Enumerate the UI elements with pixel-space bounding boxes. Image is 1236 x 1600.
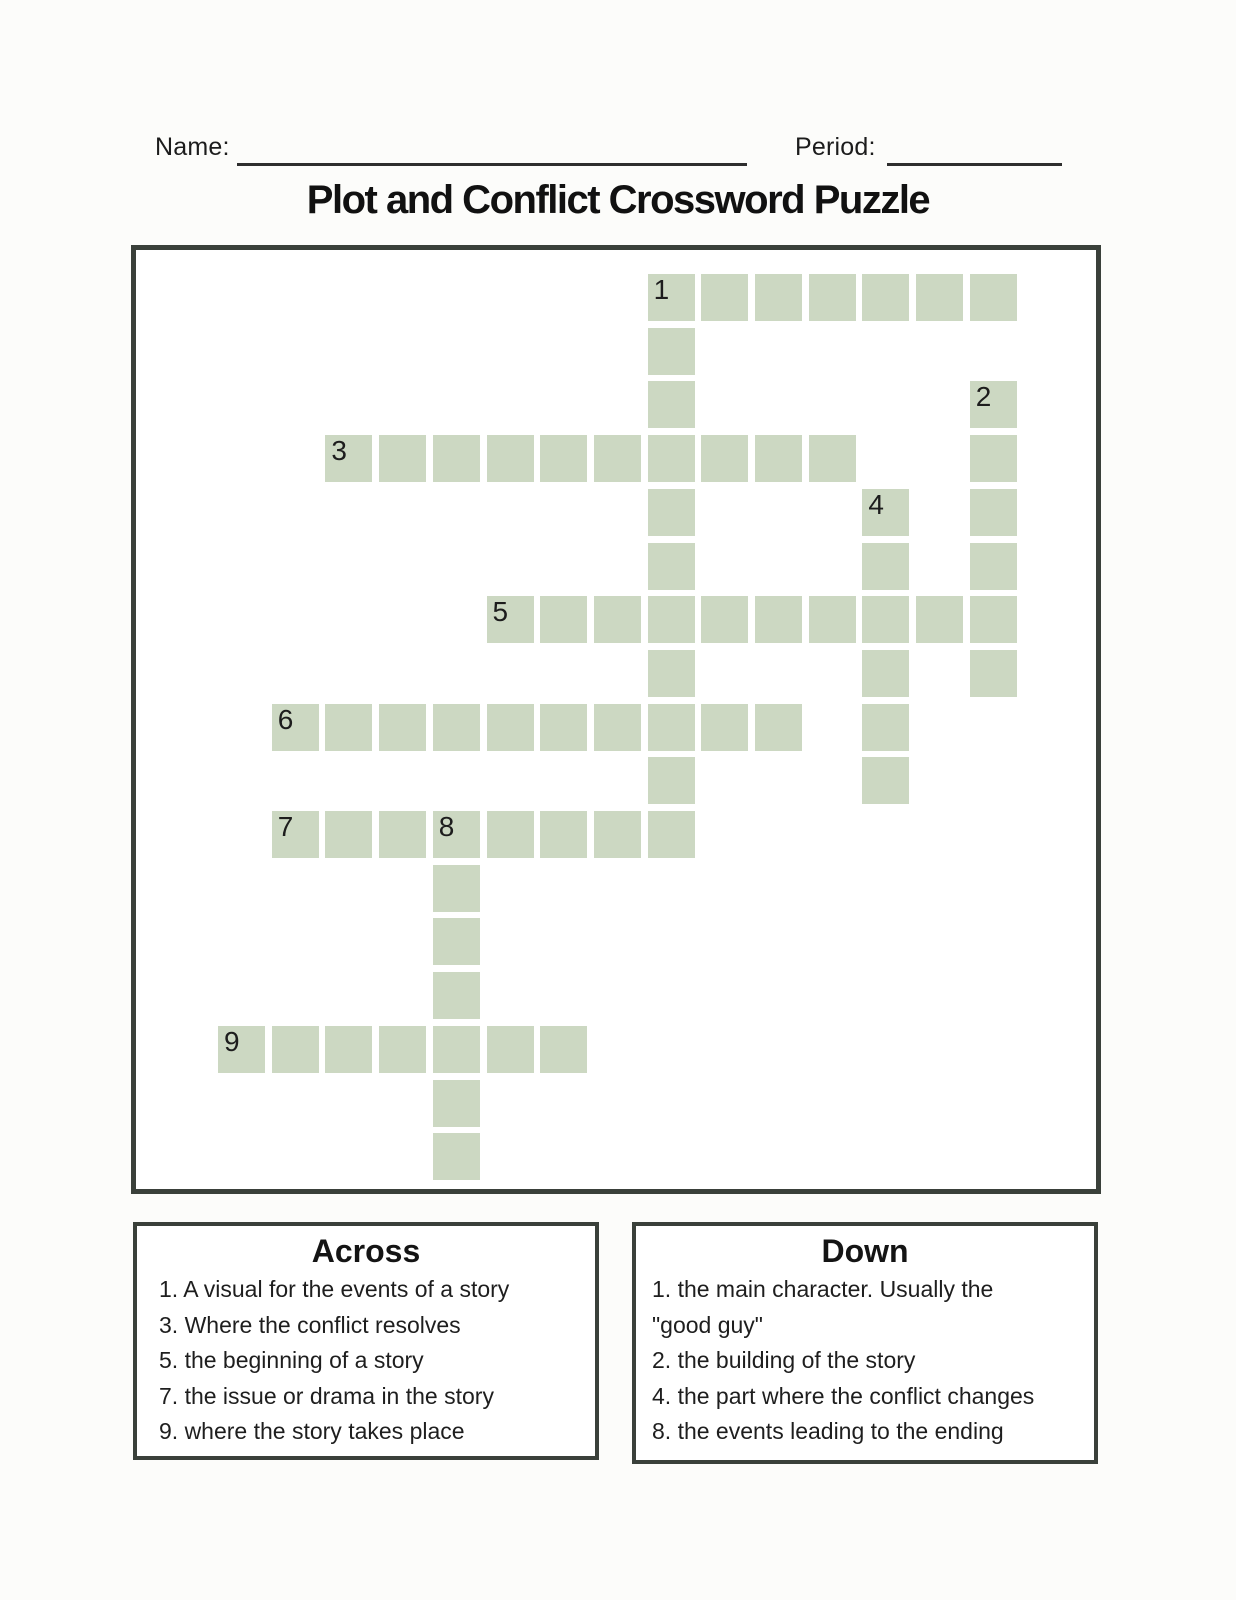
period-label: Period:: [795, 133, 876, 161]
grid-cell[interactable]: [379, 811, 426, 858]
clue-line: 8. the events leading to the ending: [652, 1418, 1004, 1444]
down-clue-list: [636, 1272, 1094, 1450]
cell-number: 7: [277, 811, 294, 842]
clue-line: 3. Where the conflict resolves: [159, 1311, 461, 1338]
grid-cell[interactable]: [325, 811, 372, 858]
grid-cell[interactable]: [540, 811, 587, 858]
grid-cell[interactable]: [433, 1080, 480, 1127]
cell-number: 1: [653, 274, 670, 305]
down-clues-box: [632, 1222, 1098, 1464]
grid-cell[interactable]: [648, 489, 695, 536]
grid-cell[interactable]: [325, 1026, 372, 1073]
grid-cell[interactable]: [648, 328, 695, 375]
clue-line: 9. where the story takes place: [159, 1418, 465, 1444]
grid-cell[interactable]: [594, 596, 641, 643]
grid-cell[interactable]: [970, 596, 1017, 643]
grid-cell[interactable]: [433, 435, 480, 482]
grid-cell[interactable]: [433, 1026, 480, 1073]
grid-cell[interactable]: [433, 704, 480, 751]
grid-cell[interactable]: [701, 274, 748, 321]
grid-cell[interactable]: [970, 489, 1017, 536]
grid-cell[interactable]: [540, 1026, 587, 1073]
grid-cell[interactable]: [755, 596, 802, 643]
grid-cell[interactable]: [648, 757, 695, 804]
cell-number: 3: [331, 435, 347, 467]
grid-cell[interactable]: [755, 704, 802, 751]
grid-cell[interactable]: [755, 274, 802, 321]
grid-cell[interactable]: [540, 596, 587, 643]
grid-cell[interactable]: [648, 435, 695, 482]
grid-cell[interactable]: [379, 704, 426, 751]
name-blank-field[interactable]: [237, 163, 747, 166]
grid-cell[interactable]: [648, 381, 695, 428]
clue-line: 5. the beginning of a story: [159, 1347, 424, 1373]
down-title: Down: [821, 1233, 909, 1269]
clue-line: 1. A visual for the events of a story: [159, 1276, 510, 1302]
grid-cell[interactable]: [970, 274, 1017, 321]
grid-cell[interactable]: [594, 704, 641, 751]
grid-cell[interactable]: [272, 704, 319, 751]
cell-number: 9: [224, 1025, 240, 1057]
grid-cell[interactable]: [272, 811, 319, 858]
grid-cell[interactable]: [648, 811, 695, 858]
grid-cell[interactable]: [648, 704, 695, 751]
clue-line: 2. the building of the story: [652, 1347, 916, 1373]
grid-cell[interactable]: [809, 596, 856, 643]
grid-cell[interactable]: [970, 435, 1017, 482]
across-clue-list: [137, 1272, 595, 1450]
grid-cell[interactable]: [325, 704, 372, 751]
grid-cell[interactable]: [379, 435, 426, 482]
grid-cell[interactable]: [862, 274, 909, 321]
grid-cell[interactable]: [648, 274, 695, 321]
cell-number: 4: [868, 488, 884, 520]
grid-cell[interactable]: [648, 596, 695, 643]
grid-cell[interactable]: [540, 435, 587, 482]
grid-cell[interactable]: [648, 543, 695, 590]
cell-number: 2: [975, 381, 992, 413]
grid-cell[interactable]: [594, 435, 641, 482]
clue-line: 1. the main character. Usually the: [652, 1276, 994, 1302]
grid-cell[interactable]: [379, 1026, 426, 1073]
grid-cell[interactable]: [916, 596, 963, 643]
clue-line: 4. the part where the conflict changes: [652, 1382, 1035, 1409]
grid-cell[interactable]: [487, 596, 534, 643]
crossword-grid: [131, 245, 1101, 1194]
grid-cell[interactable]: [433, 811, 480, 858]
grid-cell[interactable]: [701, 704, 748, 751]
grid-cell[interactable]: [648, 650, 695, 697]
grid-cell[interactable]: [487, 811, 534, 858]
grid-cell[interactable]: [701, 596, 748, 643]
grid-cell[interactable]: [970, 650, 1017, 697]
across-clues-box: [133, 1222, 599, 1460]
grid-cell[interactable]: [325, 435, 372, 482]
grid-cell[interactable]: [433, 918, 480, 965]
cell-number: 5: [492, 596, 509, 628]
period-blank-field[interactable]: [887, 163, 1062, 166]
grid-cell[interactable]: [916, 274, 963, 321]
grid-cell[interactable]: [862, 757, 909, 804]
grid-cell[interactable]: [701, 435, 748, 482]
grid-cell[interactable]: [862, 650, 909, 697]
grid-cell[interactable]: [272, 1026, 319, 1073]
grid-cell[interactable]: [970, 381, 1017, 428]
grid-cell[interactable]: [809, 435, 856, 482]
clue-line: "good guy": [652, 1311, 763, 1338]
grid-cell[interactable]: [862, 704, 909, 751]
grid-cell[interactable]: [862, 489, 909, 536]
grid-cell[interactable]: [970, 543, 1017, 590]
across-title: Across: [311, 1233, 421, 1269]
cell-number: 8: [438, 811, 455, 842]
grid-cell[interactable]: [433, 865, 480, 912]
cell-number: 6: [277, 703, 294, 735]
page-title: Plot and Conflict Crossword Puzzle: [306, 178, 930, 222]
grid-cell[interactable]: [540, 704, 587, 751]
grid-cell[interactable]: [755, 435, 802, 482]
grid-cell[interactable]: [862, 543, 909, 590]
grid-cell[interactable]: [487, 704, 534, 751]
grid-cell[interactable]: [862, 596, 909, 643]
grid-cell[interactable]: [218, 1026, 265, 1073]
grid-cell[interactable]: [433, 1133, 480, 1180]
grid-cell[interactable]: [809, 274, 856, 321]
clue-line: 7. the issue or drama in the story: [159, 1382, 494, 1409]
grid-cell[interactable]: [487, 1026, 534, 1073]
grid-cell[interactable]: [433, 972, 480, 1019]
grid-cell[interactable]: [594, 811, 641, 858]
grid-cell[interactable]: [487, 435, 534, 482]
name-label: Name:: [155, 133, 230, 161]
